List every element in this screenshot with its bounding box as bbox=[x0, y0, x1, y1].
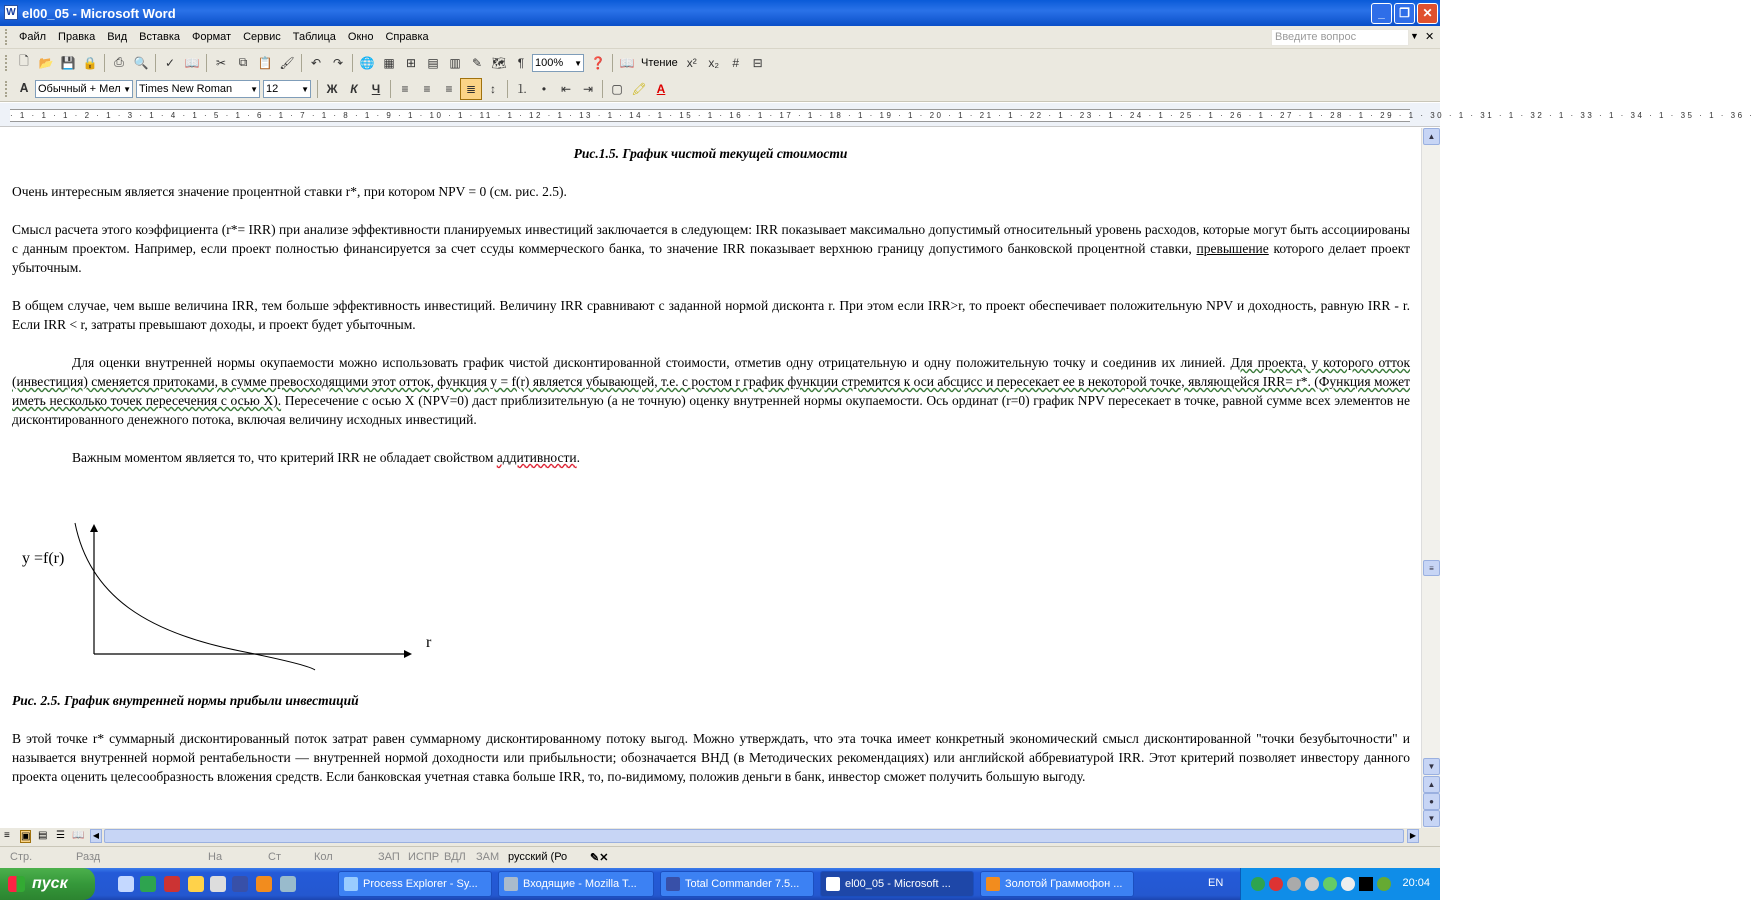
help-icon[interactable]: ❓ bbox=[590, 55, 606, 70]
scroll-left-icon[interactable]: ◀ bbox=[90, 829, 102, 843]
paragraph-5 bbox=[12, 448, 1410, 467]
separator bbox=[612, 54, 613, 72]
menu-table[interactable]: Таблица bbox=[292, 31, 336, 43]
separator bbox=[507, 80, 508, 98]
task-label: Золотой Граммофон ... bbox=[1005, 878, 1123, 890]
status-ovr[interactable]: ЗАМ bbox=[476, 851, 500, 863]
copy-icon[interactable]: ⧉ bbox=[238, 55, 248, 69]
decrease-indent-icon[interactable]: ⇤ bbox=[560, 81, 572, 96]
word-app-icon[interactable]: W bbox=[4, 5, 18, 20]
horizontal-scrollbar[interactable] bbox=[0, 828, 1440, 846]
format-painter-icon[interactable]: 🖌 bbox=[279, 55, 295, 70]
standard-toolbar bbox=[0, 49, 1440, 76]
web-view-icon[interactable]: ▣ bbox=[21, 831, 31, 842]
clock[interactable]: 20:04 bbox=[1402, 877, 1430, 889]
font-size-combo[interactable] bbox=[263, 80, 311, 98]
ie-icon[interactable] bbox=[188, 876, 204, 892]
paragraph-3: В общем случае, чем выше величина IRR, тем больше эффективность инвестиций. Величину IRR сравнивают с заданной нормой дисконта r. При этом если IRR>r, то проект обеспечивает положительную NPV и доходность, равную IRR - r. Если IRR < r, затраты превышают доходы, и проект будет убыточным. bbox=[12, 298, 1410, 332]
network-tray-icon[interactable] bbox=[1287, 877, 1301, 891]
browse-object-icon[interactable]: ● bbox=[1423, 793, 1440, 810]
minimize-button[interactable]: _ bbox=[1371, 3, 1392, 24]
paragraph-4 bbox=[12, 353, 1410, 429]
paragraph-1: Очень интересным является значение процентной ставки r*, при котором NPV = 0 (см. рис. 2.5). bbox=[12, 184, 567, 199]
align-right-icon[interactable]: ≡ bbox=[445, 81, 453, 96]
paragraph-5-misspelled: аддитивности bbox=[496, 450, 577, 465]
insert-table-icon[interactable]: ⊞ bbox=[405, 55, 417, 70]
underline-icon[interactable]: Ч bbox=[371, 81, 381, 96]
total-commander-icon bbox=[666, 877, 680, 891]
x-axis-arrow bbox=[404, 650, 412, 658]
paragraph-6: В этой точке r* суммарный дисконтированный поток затрат равен суммарному дисконтированному потоку выгод. Можно утверждать, что эта точка имеет конкретный экономический смысл дисконтированной "точки безубыточности" и называется внутренней нормой рентабельности — внутренней нормой доходности или прибыльности; обозначается ВНД (в Методических рекомендациях) или английской аббревиатурой IRR. Этот критерий позволяет инвестору данного проекта оценить целесообразность вложения средств. Если банковская учетная ставка больше IRR, то, по-видимому, положив деньги в банк, инвестор сможет получить большую выгоду. bbox=[12, 731, 1410, 784]
font-combo[interactable] bbox=[136, 80, 260, 98]
show-hide-icon[interactable]: ¶ bbox=[517, 55, 525, 70]
menu-insert[interactable]: Вставка bbox=[139, 31, 181, 43]
scroll-thumb[interactable]: ≡ bbox=[1423, 560, 1440, 576]
paragraph-2-text-a: Смысл расчета этого коэффициента (r*= IRR) при анализе эффективности планируемых инвестиций заключается в следующем: IRR показывает максимально допустимый относительный уровень расходов, которые могут быть ассоциированы с данным проектом. Например, если проект полностью финансируется за счет ссуды коммерческого банка, то значение IRR показывает верхнюю границу допустимого банковской процентной ставки, bbox=[12, 222, 1410, 256]
subscript-icon[interactable]: x₂ bbox=[708, 55, 720, 70]
irr-graph bbox=[70, 518, 420, 678]
hscroll-thumb[interactable] bbox=[104, 829, 1404, 843]
thunderbird-icon[interactable] bbox=[280, 876, 296, 892]
total-commander-icon[interactable] bbox=[232, 876, 248, 892]
normal-view-icon[interactable]: ≡ bbox=[4, 830, 10, 841]
document-map-icon[interactable]: 🗺 bbox=[491, 55, 507, 70]
paragraph-4-text-b: Пересечение с осью X (NPV=0) даст приблизительную (а не точную) оценку внутренней нормы окупаемости. Ось ординат (r=0) график NPV пересекает в точке, равной сумме всех элементов не дисконтированного денежного потока, включая величину исходных инвестиций. bbox=[12, 393, 1411, 427]
y-axis-arrow bbox=[90, 524, 98, 532]
zoom-combo[interactable] bbox=[532, 54, 584, 72]
increase-indent-icon[interactable]: ⇥ bbox=[582, 81, 594, 96]
doc-close-icon[interactable]: ✕ bbox=[1425, 31, 1435, 43]
spelling-status-icon[interactable]: ✎✕ bbox=[590, 852, 609, 864]
utorrent-icon[interactable] bbox=[140, 876, 156, 892]
line-spacing-icon[interactable]: ↕ bbox=[490, 81, 496, 96]
restore-button[interactable]: ❐ bbox=[1394, 3, 1415, 24]
show-desktop-icon[interactable] bbox=[118, 876, 134, 892]
cut-icon[interactable]: ✂ bbox=[215, 55, 227, 70]
style-combo[interactable] bbox=[35, 80, 133, 98]
font-color-icon[interactable]: A bbox=[656, 81, 666, 96]
font-size-value: 12 bbox=[266, 82, 279, 95]
status-language[interactable]: русский (Ро bbox=[508, 851, 568, 863]
paragraph-5-text-b: . bbox=[576, 450, 581, 465]
reading-icon[interactable]: 📖 bbox=[619, 55, 635, 70]
split-cells-icon[interactable]: ⊟ bbox=[752, 55, 763, 70]
menu-edit[interactable]: Правка bbox=[58, 31, 96, 43]
process-explorer-icon bbox=[344, 877, 358, 891]
system-tray bbox=[1240, 868, 1440, 900]
task-label: el00_05 - Microsoft ... bbox=[845, 878, 951, 890]
firefox-icon bbox=[986, 877, 1000, 891]
prev-page-icon[interactable]: ▲ bbox=[1423, 776, 1440, 793]
chevron-down-icon: ▼ bbox=[123, 84, 131, 94]
separator bbox=[206, 54, 207, 72]
separator bbox=[602, 80, 603, 98]
menu-help[interactable]: Справка bbox=[385, 31, 429, 43]
task-word[interactable] bbox=[820, 871, 974, 897]
next-page-icon[interactable]: ▼ bbox=[1423, 810, 1440, 827]
status-bar bbox=[0, 846, 1440, 868]
status-line: Ст bbox=[268, 851, 281, 863]
menu-file[interactable]: Файл bbox=[19, 31, 47, 43]
task-label: Total Commander 7.5... bbox=[685, 878, 800, 890]
monitor-tray-icon[interactable] bbox=[1359, 877, 1373, 891]
task-label: Входящие - Mozilla T... bbox=[523, 878, 637, 890]
reading-view-icon[interactable]: 📖 bbox=[72, 830, 85, 841]
menubar-grip[interactable] bbox=[5, 29, 9, 45]
menu-window[interactable]: Окно bbox=[347, 31, 374, 43]
toolbar-grip[interactable] bbox=[5, 81, 9, 97]
paragraph-5-text-a: Важным моментом является то, что критерий IRR не обладает свойством bbox=[72, 450, 497, 465]
scroll-right-icon[interactable]: ▶ bbox=[1407, 829, 1419, 843]
spelling-icon[interactable]: ✓ bbox=[164, 55, 176, 70]
scroll-down-icon[interactable]: ▼ bbox=[1423, 758, 1440, 775]
paragraph-4-text-a: Для оценки внутренней нормы окупаемости можно использовать график чистой дисконтированной стоимости, отметив одну отрицательную и одну положительную точку и соединив их линией. bbox=[72, 355, 1231, 370]
ask-dropdown-icon[interactable]: ▼ bbox=[1410, 31, 1419, 41]
firefox-icon[interactable] bbox=[256, 876, 272, 892]
formatting-toolbar bbox=[0, 76, 1440, 102]
status-ext[interactable]: ВДЛ bbox=[444, 851, 466, 863]
menu-view[interactable]: Вид bbox=[107, 31, 128, 43]
menu-tools[interactable]: Сервис bbox=[243, 31, 281, 43]
print-view-icon[interactable]: ▤ bbox=[38, 830, 48, 841]
separator bbox=[155, 54, 156, 72]
styles-pane-icon[interactable]: 𝐀 bbox=[19, 81, 29, 95]
highlight-icon[interactable]: 🖍 bbox=[631, 81, 647, 96]
menu-bar bbox=[0, 26, 1440, 49]
word-icon bbox=[826, 877, 840, 891]
grid-icon[interactable]: # bbox=[732, 55, 740, 70]
numbering-icon[interactable]: ⒈ bbox=[515, 82, 528, 96]
nvidia-tray-icon[interactable] bbox=[1377, 877, 1391, 891]
status-at: На bbox=[208, 851, 223, 863]
window-title: el00_05 - Microsoft Word bbox=[22, 5, 176, 21]
new-doc-icon[interactable]: 🗋 bbox=[19, 54, 29, 68]
undo-icon[interactable]: ↶ bbox=[310, 55, 322, 70]
separator bbox=[317, 80, 318, 98]
hyperlink-icon[interactable]: 🌐 bbox=[359, 55, 375, 70]
separator bbox=[104, 54, 105, 72]
justify-icon[interactable]: ≣ bbox=[460, 78, 482, 100]
task-firefox[interactable] bbox=[980, 871, 1134, 897]
title-bar bbox=[0, 0, 1440, 26]
separator bbox=[390, 80, 391, 98]
everest-icon[interactable] bbox=[164, 876, 180, 892]
paragraph-2-underlined: превышение bbox=[1196, 241, 1269, 256]
font-value: Times New Roman bbox=[139, 82, 233, 95]
status-page: Стр. bbox=[10, 851, 33, 863]
ruler-scale: · 1 · 1 · 1 · 2 · 1 · 3 · 1 · 4 · 1 · 5 · 1 · 6 · 1 · 7 · 1 · 8 · 1 · 9 · 1 · 10 · 1 · 11 · 1 · 12 · 1 · 13 · 1 · 14 · 1 · 15 · 1 · 16 · 1 · 17 · 1 · 18 · 1 · 19 · 1 · 20 · 1 · 21 · 1 · 22 · 1 · 23 · 1 · 24 · 1 · 25 · 1 · 26 · 1 · 27 · 1 · 28 · 1 · 29 · 1 · 30 · 1 · 31 · 1 · 32 · 1 · 33 · 1 · 34 · 1 · 35 · 1 · 36 · bbox=[10, 111, 1754, 120]
bold-icon[interactable]: Ж bbox=[326, 81, 338, 96]
bullets-icon[interactable]: • bbox=[541, 81, 547, 96]
align-center-icon[interactable]: ≡ bbox=[423, 81, 431, 96]
start-button[interactable] bbox=[0, 868, 95, 900]
document-page[interactable] bbox=[0, 128, 1421, 828]
ask-question-input[interactable]: Введите вопрос bbox=[1271, 29, 1409, 46]
figure-caption-2: Рис. 2.5. График внутренней нормы прибыли инвестиций bbox=[12, 693, 359, 708]
status-rec[interactable]: ЗАП bbox=[378, 851, 400, 863]
windows-flag-icon bbox=[8, 876, 25, 892]
status-trk[interactable]: ИСПР bbox=[408, 851, 440, 863]
close-button[interactable]: ✕ bbox=[1417, 3, 1438, 24]
align-left-icon[interactable]: ≡ bbox=[401, 81, 409, 96]
zoom-value: 100% bbox=[535, 56, 564, 69]
redo-icon[interactable]: ↷ bbox=[332, 55, 344, 70]
columns-icon[interactable]: ▥ bbox=[449, 55, 461, 70]
tables-borders-icon[interactable]: ▦ bbox=[383, 55, 395, 70]
drawing-icon[interactable]: ✎ bbox=[471, 55, 483, 70]
start-label: пуск bbox=[32, 875, 68, 892]
insert-excel-icon[interactable]: ▤ bbox=[427, 55, 439, 70]
task-total-commander[interactable] bbox=[660, 871, 814, 897]
separator bbox=[301, 54, 302, 72]
open-icon[interactable]: 📂 bbox=[38, 55, 54, 70]
borders-icon[interactable]: ▢ bbox=[611, 81, 623, 96]
paragraph-2-text-b: которого делает проект убыточным. bbox=[12, 241, 1411, 275]
antivirus-tray-icon[interactable] bbox=[1269, 877, 1283, 891]
figure-caption-1: Рис.1.5. График чистой текущей стоимости bbox=[573, 146, 848, 161]
chevron-down-icon: ▼ bbox=[250, 84, 258, 94]
taskbar bbox=[0, 868, 1440, 900]
thunderbird-icon bbox=[504, 877, 518, 891]
superscript-icon[interactable]: x² bbox=[686, 55, 697, 70]
app-icon[interactable] bbox=[210, 876, 226, 892]
task-label: Process Explorer - Sy... bbox=[363, 878, 478, 890]
italic-icon[interactable]: К bbox=[350, 81, 358, 96]
x-axis-label: r bbox=[426, 634, 432, 651]
save-icon[interactable]: 💾 bbox=[60, 55, 76, 70]
app-tray-icon[interactable] bbox=[1305, 877, 1319, 891]
permission-icon[interactable]: 🔒 bbox=[82, 55, 98, 70]
toolbar-grip[interactable] bbox=[5, 55, 9, 71]
scroll-up-icon[interactable]: ▲ bbox=[1423, 128, 1440, 145]
status-section: Разд bbox=[76, 851, 101, 863]
safely-remove-tray-icon[interactable] bbox=[1323, 877, 1337, 891]
npv-curve bbox=[75, 523, 315, 670]
vertical-scrollbar[interactable] bbox=[1421, 128, 1440, 828]
print-icon[interactable]: ⎙ bbox=[114, 55, 124, 69]
paste-icon[interactable]: 📋 bbox=[257, 55, 273, 70]
research-icon[interactable]: 📖 bbox=[184, 55, 200, 70]
style-value: Обычный + Мел bbox=[38, 82, 121, 95]
chevron-down-icon: ▼ bbox=[574, 58, 582, 68]
volume-tray-icon[interactable] bbox=[1341, 877, 1355, 891]
task-process-explorer[interactable] bbox=[338, 871, 492, 897]
print-preview-icon[interactable]: 🔍 bbox=[133, 55, 149, 70]
language-indicator[interactable]: EN bbox=[1208, 877, 1224, 889]
menu-format[interactable]: Формат bbox=[192, 31, 232, 43]
separator bbox=[352, 54, 353, 72]
y-axis-label: y =f(r) bbox=[22, 550, 65, 567]
utorrent-tray-icon[interactable] bbox=[1251, 877, 1265, 891]
paragraph-4-grammar: Для проекта, у которого отток (инвестиция) сменяется притоками, в сумме превосходящими этот отток, функция y = f(r) является убывающей, т.е. с ростом r график функции стремится к оси абсцисс и пересекает ее в некоторой точке, являющейся IRR= r*. (Функция может иметь несколько точек пересечения с осью X). bbox=[12, 355, 1410, 408]
paragraph-2 bbox=[12, 220, 1410, 277]
horizontal-ruler[interactable] bbox=[0, 103, 1754, 127]
outline-view-icon[interactable]: ☰ bbox=[56, 830, 65, 841]
status-column: Кол bbox=[314, 851, 333, 863]
reading-button[interactable]: Чтение bbox=[641, 56, 678, 69]
task-thunderbird[interactable] bbox=[498, 871, 654, 897]
chevron-down-icon: ▼ bbox=[301, 84, 309, 94]
